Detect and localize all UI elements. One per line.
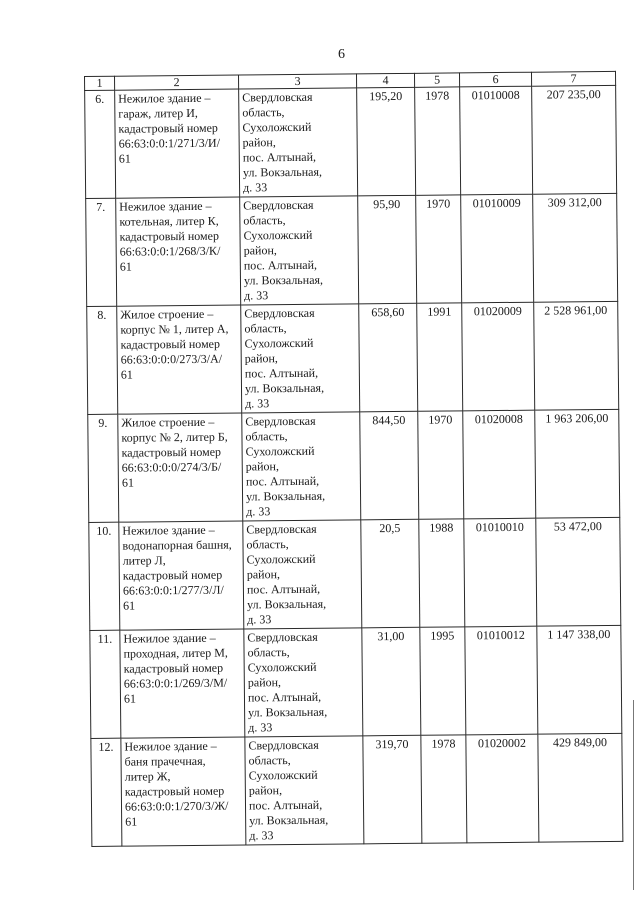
row-number-cell: 6.	[85, 90, 116, 198]
header-col-6: 6	[459, 72, 531, 87]
object-name-line: 61	[120, 367, 133, 382]
header-col-3: 3	[238, 74, 356, 89]
row-number-cell: 8.	[87, 306, 118, 414]
object-name-line: 61	[123, 691, 137, 706]
year-cell: 1988	[419, 519, 465, 627]
address-cell	[239, 88, 358, 197]
area-cell: 658,60	[359, 303, 418, 412]
address-line: пос. Алтынай,	[246, 581, 321, 597]
address-cell	[245, 736, 364, 845]
object-name-line: гараж, литер И,	[118, 105, 198, 121]
header-col-4: 4	[356, 73, 414, 88]
table-row	[85, 85, 617, 198]
address-line: район,	[243, 243, 277, 258]
address-line: район,	[242, 135, 276, 150]
object-name-line: 66:63:0:0:0/274/3/Б/	[121, 459, 222, 475]
object-name-cell	[118, 413, 243, 522]
value-cell: 2 528 961,00	[534, 301, 619, 410]
address-line: д. 33	[249, 828, 274, 843]
address-line: Свердловская	[246, 521, 317, 537]
table-row	[89, 517, 621, 630]
address-line: область,	[245, 429, 288, 444]
table-row	[91, 733, 623, 846]
value-cell: 429 849,00	[538, 733, 623, 842]
row-number-cell: 10.	[89, 522, 120, 630]
header-col-7: 7	[531, 71, 615, 86]
address-line: д. 33	[247, 612, 272, 627]
object-name-cell	[117, 305, 242, 414]
object-name-line: корпус № 1, литер А,	[120, 321, 229, 337]
address-line: пос. Алтынай,	[243, 257, 318, 273]
area-cell: 319,70	[363, 735, 422, 844]
object-name-line: 66:63:0:0:1/271/3/И/	[118, 135, 221, 151]
address-line: пос. Алтынай,	[244, 365, 319, 381]
address-line: район,	[246, 567, 281, 582]
object-name-line: Жилое строение –	[120, 306, 214, 322]
object-name-line: Нежилое здание –	[124, 738, 217, 754]
table-row	[86, 193, 618, 306]
object-name-line: кадастровый номер	[119, 228, 219, 244]
object-name-line: проходная, литер М,	[123, 645, 228, 661]
table-row	[87, 301, 619, 414]
value-cell: 1 147 338,00	[537, 625, 622, 734]
object-name-line: водонапорная башня,	[122, 537, 232, 553]
year-cell: 1970	[416, 195, 462, 303]
address-line: д. 33	[243, 180, 268, 195]
page-number: 6	[338, 47, 345, 62]
address-line: Свердловская	[242, 89, 313, 105]
object-name-line: 61	[123, 598, 136, 613]
address-line: Сухоложский	[247, 659, 317, 675]
object-name-line: кадастровый номер	[123, 660, 224, 676]
table-row	[88, 409, 620, 522]
year-cell: 1995	[420, 627, 466, 735]
address-line: Свердловская	[244, 305, 315, 321]
object-name-line: 61	[119, 259, 132, 274]
address-line: д. 33	[248, 720, 273, 735]
address-cell	[241, 304, 360, 413]
object-name-line: литер Л,	[122, 553, 166, 568]
header-col-5: 5	[414, 73, 459, 87]
address-line: ул. Вокзальная,	[245, 488, 326, 504]
object-name-line: кадастровый номер	[124, 783, 225, 799]
address-line: район,	[244, 351, 278, 366]
address-line: область,	[242, 105, 285, 120]
address-line: д. 33	[246, 504, 271, 519]
address-line: Сухоложский	[243, 227, 313, 243]
object-name-line: баня прачечная,	[124, 753, 206, 769]
address-line: Сухоложский	[242, 119, 312, 135]
address-line: ул. Вокзальная,	[248, 704, 328, 720]
address-cell	[243, 520, 362, 629]
object-name-line: 61	[125, 814, 138, 829]
address-line: Свердловская	[248, 737, 319, 753]
address-line: д. 33	[245, 396, 270, 411]
address-cell	[244, 628, 363, 737]
object-name-line: кадастровый номер	[121, 444, 222, 460]
address-line: ул. Вокзальная,	[249, 812, 329, 828]
year-cell: 1978	[415, 87, 461, 195]
object-name-line: корпус № 2, литер Б,	[121, 429, 228, 445]
area-cell: 20,5	[361, 519, 420, 628]
property-table	[84, 71, 623, 847]
object-name-line: 66:63:0:0:1/269/3/М/	[123, 675, 228, 691]
row-number-cell: 11.	[90, 630, 121, 738]
address-line: Свердловская	[245, 413, 316, 429]
address-line: область,	[248, 753, 291, 768]
object-name-line: кадастровый номер	[122, 567, 223, 583]
address-line: Сухоложский	[245, 443, 315, 459]
object-name-line: Нежилое здание –	[119, 198, 212, 214]
object-name-line: Жилое строение –	[121, 414, 215, 430]
address-line: район,	[245, 459, 279, 474]
header-col-1: 1	[85, 76, 115, 90]
object-name-line: 66:63:0:0:0/273/3/А/	[120, 351, 223, 367]
inventory-code-cell: 01010012	[465, 626, 538, 735]
object-name-cell	[119, 521, 244, 630]
address-line: область,	[247, 645, 290, 660]
address-line: район,	[247, 675, 282, 690]
address-cell	[240, 196, 359, 305]
address-line: Сухоложский	[248, 767, 318, 783]
address-line: ул. Вокзальная,	[244, 380, 325, 396]
area-cell: 844,50	[360, 411, 419, 520]
address-line: ул. Вокзальная,	[242, 164, 323, 180]
year-cell: 1991	[417, 303, 463, 411]
area-cell: 31,00	[362, 627, 421, 736]
address-line: Свердловская	[243, 197, 314, 213]
address-cell	[242, 412, 361, 521]
address-line: область,	[244, 321, 287, 336]
address-line: пос. Алтынай,	[242, 149, 317, 165]
object-name-line: Нежилое здание –	[123, 630, 216, 646]
address-line: пос. Алтынай,	[247, 689, 322, 705]
row-number-cell: 9.	[88, 414, 119, 522]
object-name-line: 61	[121, 475, 134, 490]
inventory-code-cell: 01020008	[463, 410, 536, 519]
table-body	[85, 85, 623, 846]
object-name-cell	[115, 89, 240, 198]
table-row	[90, 625, 622, 738]
address-line: район,	[248, 783, 283, 798]
address-line: пос. Алтынай,	[245, 473, 320, 489]
address-line: д. 33	[244, 288, 269, 303]
row-number-cell: 7.	[86, 198, 117, 306]
inventory-code-cell: 01010009	[461, 194, 534, 303]
object-name-line: 66:63:0:0:1/270/3/Ж/	[124, 798, 229, 814]
address-line: Сухоложский	[244, 335, 314, 351]
address-line: пос. Алтынай,	[248, 797, 323, 813]
scan-edge-line	[633, 700, 634, 890]
inventory-code-cell: 01020002	[466, 734, 539, 843]
inventory-code-cell: 01020009	[462, 302, 535, 411]
object-name-cell	[116, 197, 241, 306]
address-line: область,	[243, 213, 286, 228]
object-name-line: кадастровый номер	[118, 120, 218, 136]
object-name-line: 66:63:0:0:1/277/3/Л/	[122, 582, 224, 598]
area-cell: 95,90	[358, 195, 417, 304]
value-cell: 207 235,00	[532, 85, 617, 194]
inventory-code-cell: 01010010	[464, 518, 537, 627]
object-name-line: Нежилое здание –	[118, 90, 211, 106]
value-cell: 1 963 206,00	[535, 409, 620, 518]
address-line: Свердловская	[247, 629, 318, 645]
object-name-line: Нежилое здание –	[122, 522, 215, 538]
value-cell: 309 312,00	[533, 193, 618, 302]
object-name-line: 66:63:0:0:1/268/3/К/	[119, 243, 221, 259]
object-name-line: кадастровый номер	[120, 336, 221, 352]
object-name-line: котельная, литер К,	[119, 213, 219, 229]
area-cell: 195,20	[357, 87, 416, 196]
object-name-line: литер Ж,	[124, 769, 171, 784]
value-cell: 53 472,00	[536, 517, 621, 626]
address-line: ул. Вокзальная,	[243, 272, 324, 288]
address-line: область,	[246, 537, 289, 552]
object-name-cell	[121, 737, 246, 846]
year-cell: 1978	[421, 735, 467, 843]
row-number-cell: 12.	[91, 738, 122, 846]
address-line: Сухоложский	[246, 551, 316, 567]
header-col-2: 2	[115, 75, 239, 90]
address-line: ул. Вокзальная,	[247, 596, 327, 612]
inventory-code-cell: 01010008	[460, 86, 533, 195]
year-cell: 1970	[418, 411, 464, 519]
object-name-cell	[120, 629, 245, 738]
object-name-line: 61	[118, 151, 131, 166]
